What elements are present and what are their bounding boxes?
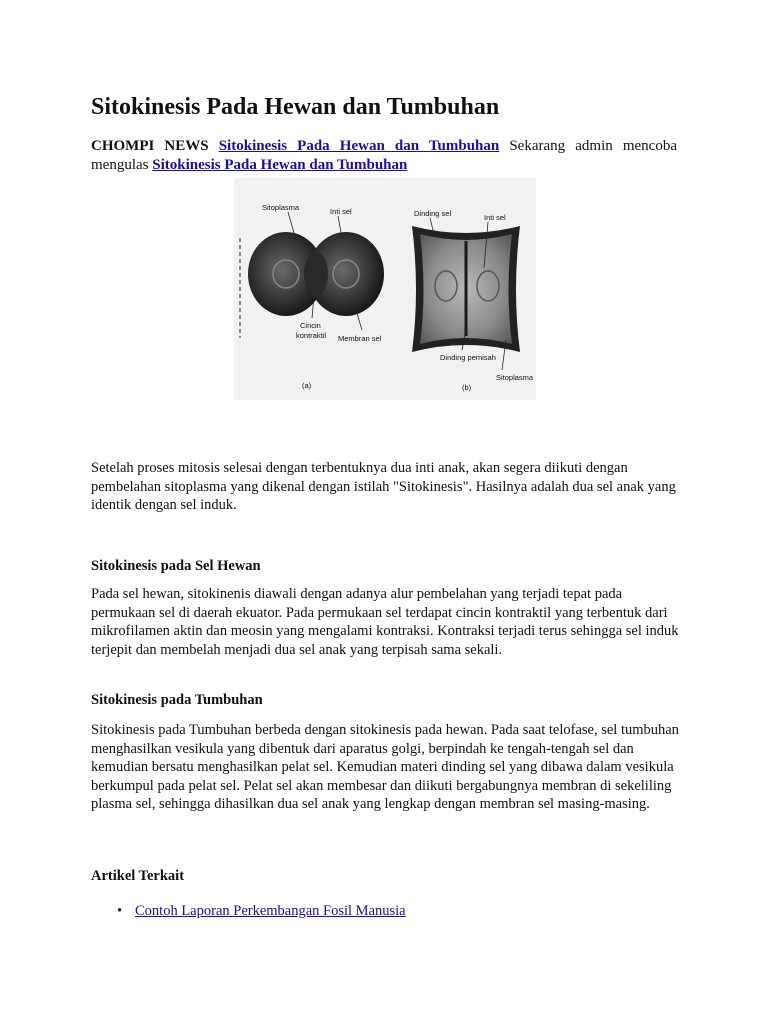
article-title: Sitokinesis Pada Hewan dan Tumbuhan: [91, 94, 500, 120]
intro-text: Sekarang admin mencoba mengulas: [91, 138, 677, 173]
related-list: [91, 902, 406, 920]
cytokinesis-figure: [234, 178, 536, 400]
list-item: [91, 902, 406, 920]
paragraph-intro-mitosis: Setelah proses mitosis selesai dengan terbentuknya dua inti anak, akan segera diikuti dengan pembelahan sitoplasma yang dikenal dengan istilah "Sitokinesis". Hasilnya adalah dua sel anak yang identik dengan sel induk.: [91, 460, 676, 513]
site-name: CHOMPI NEWS: [91, 138, 209, 154]
label-membran-sel: Membran sel: [338, 334, 382, 343]
intro-paragraph: [91, 137, 677, 175]
label-sitoplasma-a: Sitoplasma: [262, 203, 300, 212]
label-part-b: (b): [462, 383, 472, 392]
bullet-icon: •: [117, 903, 123, 919]
title-link-2[interactable]: Sitokinesis Pada Hewan dan Tumbuhan: [152, 157, 408, 173]
title-link-1[interactable]: Sitokinesis Pada Hewan dan Tumbuhan: [218, 138, 500, 154]
section-heading-plant: Sitokinesis pada Tumbuhan: [91, 692, 263, 708]
section-heading-animal: Sitokinesis pada Sel Hewan: [91, 558, 261, 574]
section-text-animal: Pada sel hewan, sitokinenis diawali dengan adanya alur pembelahan yang terjadi tepat pada permukaan sel di daerah ekuator. Pada permukaan sel terdapat cincin kontraktil yang terbentuk dari mikrofilamen aktin dan meosin yang mengalami kontraksi. Kontraksi terjadi terus sehingga sel induk terjepit dan membelah menjadi dua sel anak yang terpisah sama sekali.: [91, 586, 679, 658]
label-cincin: Cincin: [300, 321, 321, 330]
label-inti-sel-b: Inti sel: [484, 213, 506, 222]
label-kontraktil: kontraktil: [296, 331, 327, 340]
related-link[interactable]: Contoh Laporan Perkembangan Fosil Manusia: [135, 903, 406, 919]
related-heading: Artikel Terkait: [91, 868, 185, 884]
label-sitoplasma-b: Sitoplasma: [496, 373, 534, 382]
label-dinding-sel: Dinding sel: [414, 209, 452, 218]
label-part-a: (a): [302, 381, 312, 390]
section-text-plant: Sitokinesis pada Tumbuhan berbeda dengan sitokinesis pada hewan. Pada saat telofase, sel tumbuhan menghasilkan vesikula yang dibentuk dari aparatus golgi, berpindah ke tengah-tengah sel dan kemudian bersatu menghasilkan pelat sel. Kemudian materi dinding sel yang dibawa dalam vesikula berkumpul pada pelat sel. Pelat sel akan membesar dan diikuti bergabungnya membran di sekeliling plasma sel, sehingga dihasilkan dua sel anak yang lengkap dengan membran sel masing-masing.: [91, 722, 679, 812]
label-dinding-pemisah: Dinding pemisah: [440, 353, 496, 362]
label-inti-sel-a: Inti sel: [330, 207, 352, 216]
